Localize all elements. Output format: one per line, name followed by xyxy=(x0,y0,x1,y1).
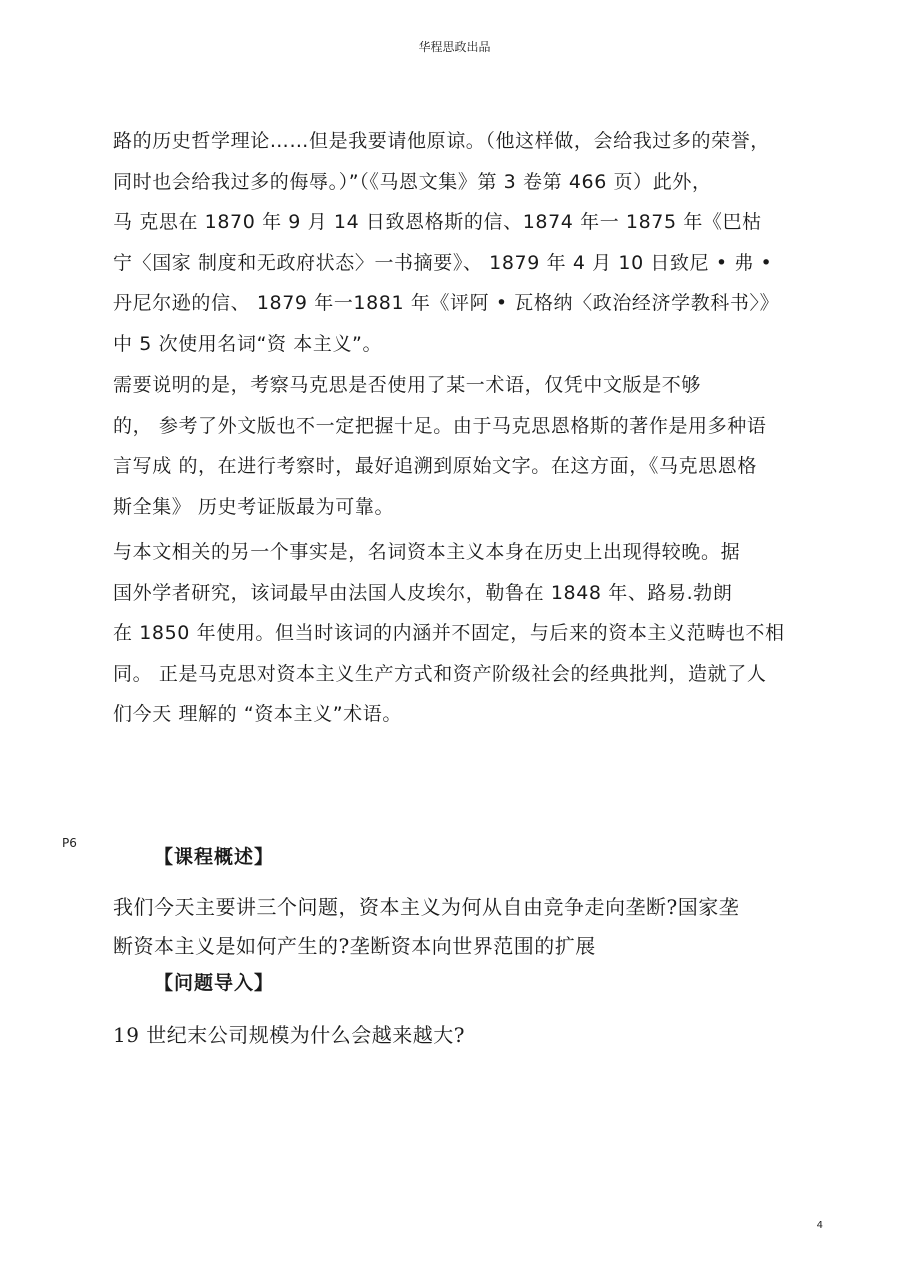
text-line: 19 世纪末公司规模为什么会越来越大? xyxy=(113,1023,466,1047)
text-line: 们今天 理解的 “资本主义”术语。 xyxy=(113,703,402,725)
text-line: 言写成 的，在进行考察时，最好追溯到原始文字。在这方面，《马克思恩格 xyxy=(113,455,757,477)
paragraph-2 xyxy=(113,365,838,527)
paragraph-3 xyxy=(113,532,838,735)
text-line: 在 1850 年使用。但当时该词的内涵并不固定，与后来的资本主义范畴也不相 xyxy=(113,622,785,644)
page-header: 华程思政出品 xyxy=(418,40,491,54)
text-line: 宁〈国家 制度和无政府状态〉一书摘要》、 1879 年 4 月 10 日致尼 • 弗 • xyxy=(113,251,773,274)
course-overview-text xyxy=(113,888,739,966)
course-overview-heading: 【课程概述】 xyxy=(154,846,275,868)
text-line: 国外学者研究，该词最早由法国人皮埃尔，勒鲁在 1848 年、路易.勃朗 xyxy=(113,581,733,604)
text-line: 的， 参考了外文版也不一定把握十足。由于马克思恩格斯的著作是用多种语 xyxy=(113,414,767,437)
text-line: 路的历史哲学理论……但是我要请他原谅。（他这样做，会给我过多的荣誉， xyxy=(113,130,770,152)
text-line: 斯全集》 历史考证版最为可靠。 xyxy=(113,495,395,518)
text-line: 断资本主义是如何产生的?垄断资本向世界范围的扩展 xyxy=(113,934,596,958)
section-label: P6 xyxy=(62,836,77,850)
text-line: 与本文相关的另一个事实是，名词资本主义本身在历史上出现得较晚。据 xyxy=(113,541,741,563)
text-line: 需要说明的是，考察马克思是否使用了某一术语，仅凭中文版是不够 xyxy=(113,374,702,396)
text-line: 我们今天主要讲三个问题，资本主义为何从自由竞争走向垄断?国家垄 xyxy=(113,895,740,919)
text-line: 同时也会给我过多的侮辱。）”（《马恩文集》第 3 卷第 466 页）此外， xyxy=(113,170,712,193)
question-intro-heading: 【问题导入】 xyxy=(154,972,275,994)
text-line: 马 克思在 1870 年 9 月 14 日致恩格斯的信、1874 年一 1875 年《巴枯 xyxy=(113,211,762,233)
text-line: 同。 正是马克思对资本主义生产方式和资产阶级社会的经典批判，造就了人 xyxy=(113,662,767,685)
question-text xyxy=(113,1016,465,1055)
text-line: 中 5 次使用名词“资 本主义”。 xyxy=(113,332,383,355)
paragraph-1 xyxy=(113,121,838,364)
text-line: 丹尼尔逊的信、 1879 年一1881 年《评阿 • 瓦格纳〈政治经济学教科书〉》 xyxy=(113,292,780,314)
page-number: 4 xyxy=(816,1220,823,1231)
